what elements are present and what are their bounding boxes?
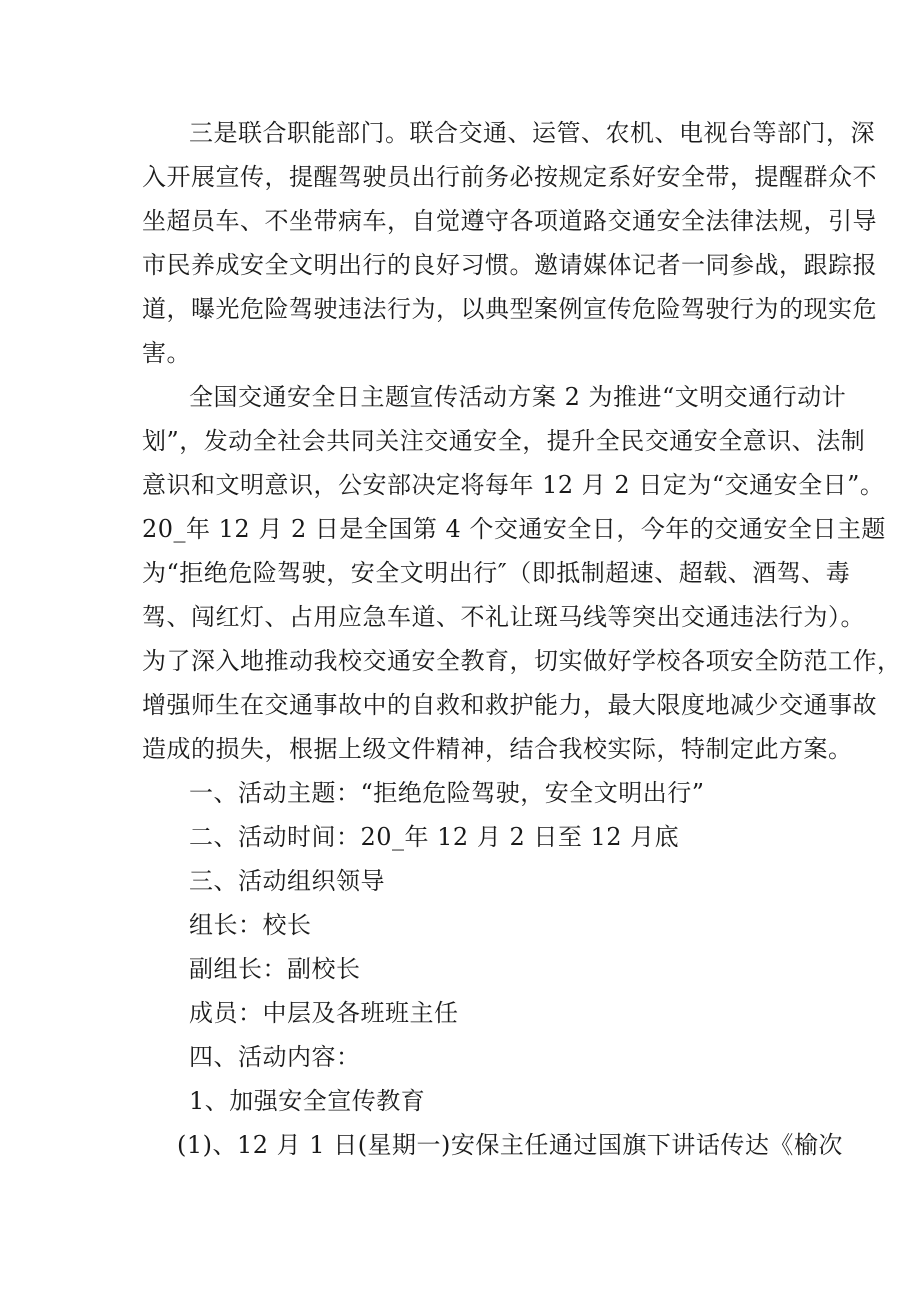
paragraph-line: 造成的损失，根据上级文件精神，结合我校实际，特制定此方案。: [142, 735, 853, 763]
paragraph-line: 为了深入地推动我校交通安全教育，切实做好学校各项安全防范工作，: [142, 647, 902, 675]
list-item: (1)、12 月 1 日(星期一)安保主任通过国旗下讲话传达《榆次: [177, 1131, 843, 1159]
list-item: 组长：校长: [189, 911, 312, 939]
paragraph-line: 意识和文明意识，公安部决定将每年 12 月 2 日定为“交通安全日”。: [142, 471, 885, 499]
paragraph-line: 全国交通安全日主题宣传活动方案 2 为推进“文明交通行动计: [189, 383, 847, 411]
section-heading: 三、活动组织领导: [189, 867, 385, 895]
paragraph-line: 划”，发动全社会共同关注交通安全，提升全民交通安全意识、法制: [142, 427, 866, 455]
subsection-heading: 1、加强安全宣传教育: [189, 1087, 426, 1115]
paragraph-line: 市民养成安全文明出行的良好习惯。邀请媒体记者一同参战，跟踪报: [142, 251, 877, 279]
section-heading: 二、活动时间：20_年 12 月 2 日至 12 月底: [189, 823, 680, 851]
paragraph-line: 入开展宣传，提醒驾驶员出行前务必按规定系好安全带，提醒群众不: [142, 163, 877, 191]
list-item: 成员：中层及各班班主任: [189, 999, 459, 1027]
list-item: 副组长：副校长: [189, 955, 361, 983]
paragraph-line: 驾、闯红灯、占用应急车道、不礼让斑马线等突出交通违法行为）。: [142, 603, 865, 631]
paragraph-line: 害。: [142, 339, 191, 367]
paragraph-line: 增强师生在交通事故中的自救和救护能力，最大限度地减少交通事故: [142, 691, 877, 719]
section-heading: 一、活动主题：“拒绝危险驾驶，安全文明出行”: [189, 779, 705, 807]
paragraph-line: 20_年 12 月 2 日是全国第 4 个交通安全日，今年的交通安全日主题: [142, 515, 886, 543]
paragraph-line: 坐超员车、不坐带病车，自觉遵守各项道路交通安全法律法规，引导: [142, 207, 877, 235]
section-heading: 四、活动内容：: [189, 1043, 361, 1071]
paragraph-line: 为“拒绝危险驾驶，安全文明出行″（即抵制超速、超载、酒驾、毒: [142, 559, 851, 587]
paragraph-line: 三是联合职能部门。联合交通、运管、农机、电视台等部门，深: [189, 119, 875, 147]
paragraph-line: 道，曝光危险驾驶违法行为，以典型案例宣传危险驾驶行为的现实危: [142, 295, 877, 323]
